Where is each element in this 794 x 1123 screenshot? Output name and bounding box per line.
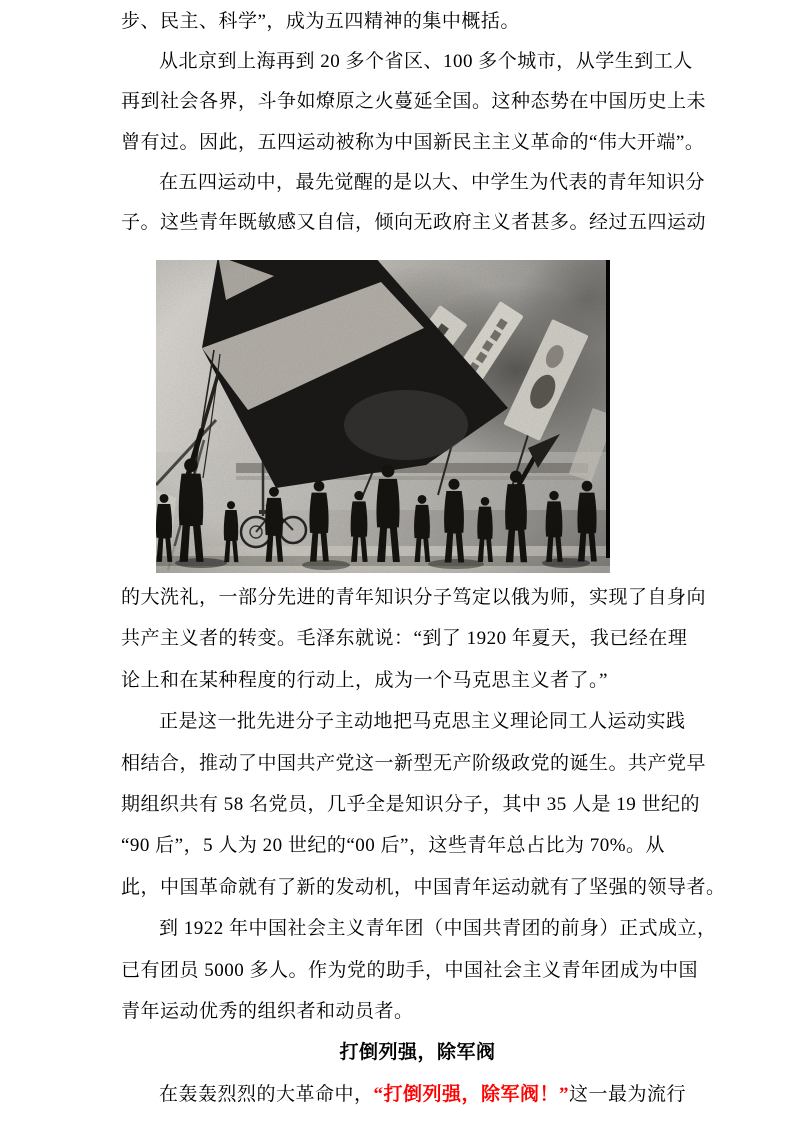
body-line: 从北京到上海再到 20 多个省区、100 多个城市，从学生到工人: [159, 51, 693, 73]
body-line: 此，中国革命就有了新的发动机，中国青年运动就有了坚强的领导者。: [121, 876, 726, 898]
body-text-top: [121, 2, 707, 243]
body-line: 青年运动优秀的组织者和动员者。: [121, 1000, 414, 1022]
body-line: 的大洗礼，一部分先进的青年知识分子笃定以俄为师，实现了自身向: [121, 587, 707, 608]
body-line: 论上和在某种程度的行动上，成为一个马克思主义者了。”: [121, 669, 608, 691]
photo-canvas: [156, 260, 610, 573]
body-text-bottom: [121, 577, 726, 1115]
body-line: 再到社会各界，斗争如燎原之火蔓延全国。这种态势在中国历史上未: [121, 91, 707, 113]
closing-line: [121, 1074, 687, 1115]
body-line: 曾有过。因此，五四运动被称为中国新民主主义革命的“伟大开端”。: [121, 131, 705, 153]
body-line: 期组织共有 58 名党员，几乎全是知识分子，其中 35 人是 19 世纪的: [121, 793, 701, 815]
body-line: 相结合，推动了中国共产党这一新型无产阶级政党的诞生。共产党早: [121, 752, 707, 774]
photo-vignette: [156, 260, 610, 573]
closing-line-suffix: 这一最为流行: [569, 1083, 687, 1105]
body-line: 到 1922 年中国社会主义青年团（中国共青团的前身）正式成立，: [159, 918, 717, 940]
body-line: “90 后”，5 人为 20 世纪的“00 后”，这些青年总占比为 70%。从: [121, 835, 666, 857]
closing-line-prefix: 在轰轰烈烈的大革命中，: [159, 1083, 374, 1105]
body-line: 共产主义者的转变。毛泽东就说：“到了 1920 年夏天，我已经在理: [121, 628, 688, 650]
slogan-highlight-text: “打倒列强，除军阀！”: [373, 1083, 570, 1105]
photo-right-border: [606, 260, 610, 558]
may-fourth-march-photo: [156, 260, 610, 573]
body-line: 正是这一批先进分子主动地把马克思主义理论同工人运动实践: [159, 711, 686, 733]
body-line: 在五四运动中，最先觉醒的是以大、中学生为代表的青年知识分: [159, 171, 706, 193]
body-line: 步、民主、科学”，成为五四精神的集中概括。: [121, 11, 520, 32]
body-line: 已有团员 5000 多人。作为党的助手，中国社会主义青年团成为中国: [121, 959, 699, 981]
body-line: 子。这些青年既敏感又自信，倾向无政府主义者甚多。经过五四运动: [121, 211, 707, 233]
section-heading: 打倒列强，除军阀: [339, 1042, 496, 1064]
